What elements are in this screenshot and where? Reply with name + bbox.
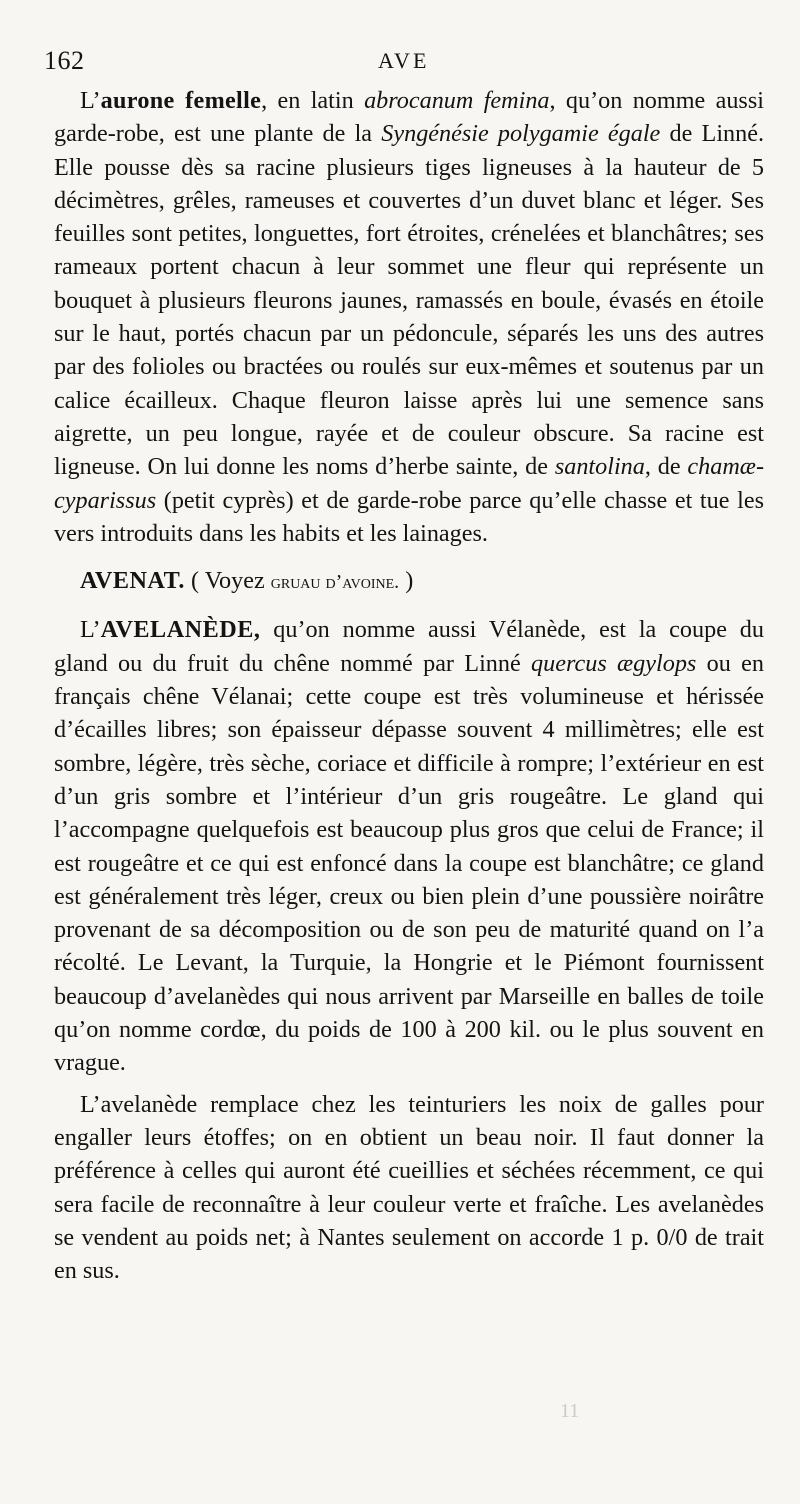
text-block: [54, 84, 764, 1287]
entry-text: ( Voyez: [184, 567, 271, 595]
entry-avenat: [54, 564, 764, 599]
class-name: Syngénésie polygamie égale: [381, 120, 661, 148]
entry-aurone: [54, 84, 764, 550]
plant-name: santolina: [554, 453, 645, 481]
entry-text: (petit cyprès) et de garde-robe parce qu’elle chasse et tue les vers introduits dans les habits et les lainages.: [54, 486, 764, 547]
entry-text: , en latin: [261, 87, 365, 114]
article: L’: [80, 87, 101, 114]
page-header: [0, 46, 800, 80]
headword-avelanede: AVELANÈDE,: [100, 616, 261, 644]
page-number: 162: [44, 46, 85, 75]
entry-text: , de: [644, 453, 688, 481]
entry-avelanede-usage: [54, 1088, 764, 1288]
entry-text: , qu’on nomme aussi garde-robe, est une plante de la: [54, 87, 764, 148]
latin-name: abrocanum femina: [364, 87, 550, 114]
headword-avenat: AVENAT.: [80, 567, 185, 595]
plant-name: chamæ-cyparissus: [54, 453, 764, 514]
entry-text: ou en français chêne Vélanai; cette coupe est très volumineuse et hérissée d’écailles libres; son épaisseur dépasse souvent 4 millimètres; elle est sombre, légère, très sèche, coriace et difficile à rompre; l’extérieur en est d’un gris sombre et l’intérieur d’un gris rougeâtre. Le gland qui l’accompagne quelquefois est beaucoup plus gros que celui de France; il est rougeâtre et ce qui est enfoncé dans la coupe est blanchâtre; ce gland est généralement très léger, creux ou bien plein d’une poussière noirâtre provenant de sa décomposition ou de son peu de maturité quand on l’a récolté. Le Levant, la Turquie, la Hongrie et le Piémont fournissent beaucoup d’avelanèdes qui nous arrivent par Marseille en balles de toile qu’on nomme cordœ, du poids de 100 à 200 kil. ou le plus souvent en vrague.: [54, 649, 764, 1077]
entry-text: L’avelanède remplace chez les teinturiers les noix de galles pour engaller leurs étoffes; on en obtient un beau noir. Il faut donner la préférence à celles qui auront été cueillies et séchées récemment, ce qui sera facile de reconnaître à leur couleur verte et fraîche. Les avelanèdes se vendent au poids net; à Nantes seulement on accorde 1 p. 0/0 de trait en sus.: [54, 1090, 764, 1285]
headword-aurone: aurone femelle: [100, 87, 262, 114]
running-head: AVE: [378, 48, 430, 73]
entry-avelanede: [54, 613, 764, 1079]
signature-mark: 11: [560, 1400, 580, 1422]
cross-reference: gruau d’avoine.: [270, 571, 400, 594]
entry-text: ): [399, 567, 414, 595]
article: L’: [80, 616, 101, 644]
entry-text: qu’on nomme aussi Vélanède, est la coupe du gland ou du fruit du chêne nommé par Linné: [54, 616, 764, 677]
latin-name: quercus ægylops: [531, 649, 697, 677]
entry-text: de Linné. Elle pousse dès sa racine plusieurs tiges ligneuses à la hauteur de 5 décimètres, grêles, rameuses et couvertes d’un duvet blanc et léger. Ses feuilles sont petites, longuettes, fort étroites, crénelées et blanchâtres; ses rameaux portent chacun à leur sommet une fleur qui représente un bouquet à plusieurs fleurons jaunes, ramassés en boule, évasés en étoile sur le haut, portés chacun par un pédoncule, séparés les uns des autres par des folioles ou bractées ou roulés sur eux-mêmes et soutenus par un calice écailleux. Chaque fleuron laisse après lui une semence sans aigrette, un peu longue, rayée et de couleur obscure. Sa racine est ligneuse. On lui donne les noms d’herbe sainte, de: [54, 120, 765, 481]
